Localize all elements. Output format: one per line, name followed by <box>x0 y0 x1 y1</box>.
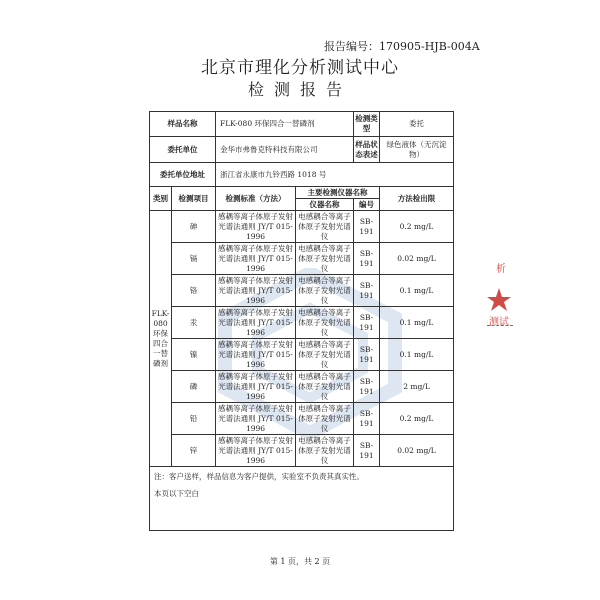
note-line-1: 注：客户送样，样品信息为客户提供，实验室不负责其真实性。 <box>154 472 364 481</box>
instrument-no-cell: SB-191 <box>354 243 380 275</box>
notes-cell <box>150 467 454 531</box>
item-cell: 砷 <box>172 211 216 243</box>
item-cell: 铬 <box>172 275 216 307</box>
limit-cell: 0.2 mg/L <box>380 403 454 435</box>
test-type-value: 委托 <box>380 112 454 137</box>
standard-cell: 感耦等离子体原子发射光谱法通则 JY/T 015-1996 <box>216 307 296 339</box>
instrument-no-cell: SB-191 <box>354 339 380 371</box>
test-type-label: 检测类型 <box>354 112 380 137</box>
instrument-no-cell: SB-191 <box>354 403 380 435</box>
header-standard: 检测标准（方法） <box>216 187 296 211</box>
standard-cell: 感耦等离子体原子发射光谱法通则 JY/T 015-1996 <box>216 243 296 275</box>
sample-state-value: 绿色液体（无沉淀物） <box>380 137 454 163</box>
item-cell: 镍 <box>172 339 216 371</box>
stamp-fragment-2: 测试 <box>489 317 509 328</box>
instrument-no-cell: SB-191 <box>354 371 380 403</box>
instrument-cell: 电感耦合等离子体原子发射光谱仪 <box>296 243 354 275</box>
seal-star-icon <box>486 287 512 313</box>
table-row <box>150 371 454 403</box>
limit-cell: 0.02 mg/L <box>380 435 454 467</box>
report-number: 报告编号：170905-HJB-004A <box>324 40 480 53</box>
table-row <box>150 243 454 275</box>
sample-state-label: 样品状态表述 <box>354 137 380 163</box>
instrument-cell: 电感耦合等离子体原子发射光谱仪 <box>296 435 354 467</box>
table-row <box>150 307 454 339</box>
standard-cell: 感耦等离子体原子发射光谱法通则 JY/T 015-1996 <box>216 371 296 403</box>
address-value: 浙江省永康市九铃西路 1018 号 <box>216 163 454 187</box>
document-title: 检测报告 <box>247 80 352 99</box>
report-table <box>149 111 454 531</box>
instrument-no-cell: SB-191 <box>354 275 380 307</box>
client-label: 委托单位 <box>150 137 216 163</box>
stamp-edge <box>487 325 513 334</box>
limit-cell: 2 mg/L <box>380 371 454 403</box>
limit-cell: 0.1 mg/L <box>380 307 454 339</box>
header-instrument-group: 主要检测仪器名称 <box>296 187 380 199</box>
header-instrument-no: 编号 <box>354 199 380 211</box>
category-value: FLK-080环保四合一替磷剂 <box>150 211 172 467</box>
note-line-2: 本页以下空白 <box>154 489 199 498</box>
page-footer: 第 1 页，共 2 页 <box>269 557 331 566</box>
header-item: 检测项目 <box>172 187 216 211</box>
standard-cell: 感耦等离子体原子发射光谱法通则 JY/T 015-1996 <box>216 275 296 307</box>
instrument-no-cell: SB-191 <box>354 307 380 339</box>
sample-name-label: 样品名称 <box>150 112 216 137</box>
table-row <box>150 435 454 467</box>
limit-cell: 0.1 mg/L <box>380 339 454 371</box>
header-limit: 方法检出限 <box>380 187 454 211</box>
instrument-cell: 电感耦合等离子体原子发射光谱仪 <box>296 371 354 403</box>
header-instrument-name: 仪器名称 <box>296 199 354 211</box>
standard-cell: 感耦等离子体原子发射光谱法通则 JY/T 015-1996 <box>216 211 296 243</box>
address-label: 委托单位地址 <box>150 163 216 187</box>
instrument-cell: 电感耦合等离子体原子发射光谱仪 <box>296 275 354 307</box>
table-row <box>150 211 454 243</box>
table-row <box>150 403 454 435</box>
client-value: 金华市弗鲁克特科技有限公司 <box>216 137 354 163</box>
limit-cell: 0.02 mg/L <box>380 243 454 275</box>
item-cell: 磷 <box>172 371 216 403</box>
table-row <box>150 275 454 307</box>
sample-name-value: FLK-080 环保四合一替磷剂 <box>216 112 354 137</box>
organization-name: 北京市理化分析测试中心 <box>201 58 399 78</box>
stamp-fragment-1: 析 <box>496 264 506 275</box>
header-category: 类别 <box>150 187 172 211</box>
limit-cell: 0.1 mg/L <box>380 275 454 307</box>
instrument-no-cell: SB-191 <box>354 435 380 467</box>
item-cell: 镉 <box>172 243 216 275</box>
item-cell: 汞 <box>172 307 216 339</box>
item-cell: 锌 <box>172 435 216 467</box>
instrument-cell: 电感耦合等离子体原子发射光谱仪 <box>296 403 354 435</box>
limit-cell: 0.2 mg/L <box>380 211 454 243</box>
item-cell: 铅 <box>172 403 216 435</box>
instrument-cell: 电感耦合等离子体原子发射光谱仪 <box>296 307 354 339</box>
instrument-cell: 电感耦合等离子体原子发射光谱仪 <box>296 339 354 371</box>
standard-cell: 感耦等离子体原子发射光谱法通则 JY/T 015-1996 <box>216 403 296 435</box>
table-row <box>150 339 454 371</box>
standard-cell: 感耦等离子体原子发射光谱法通则 JY/T 015-1996 <box>216 435 296 467</box>
instrument-no-cell: SB-191 <box>354 211 380 243</box>
standard-cell: 感耦等离子体原子发射光谱法通则 JY/T 015-1996 <box>216 339 296 371</box>
instrument-cell: 电感耦合等离子体原子发射光谱仪 <box>296 211 354 243</box>
